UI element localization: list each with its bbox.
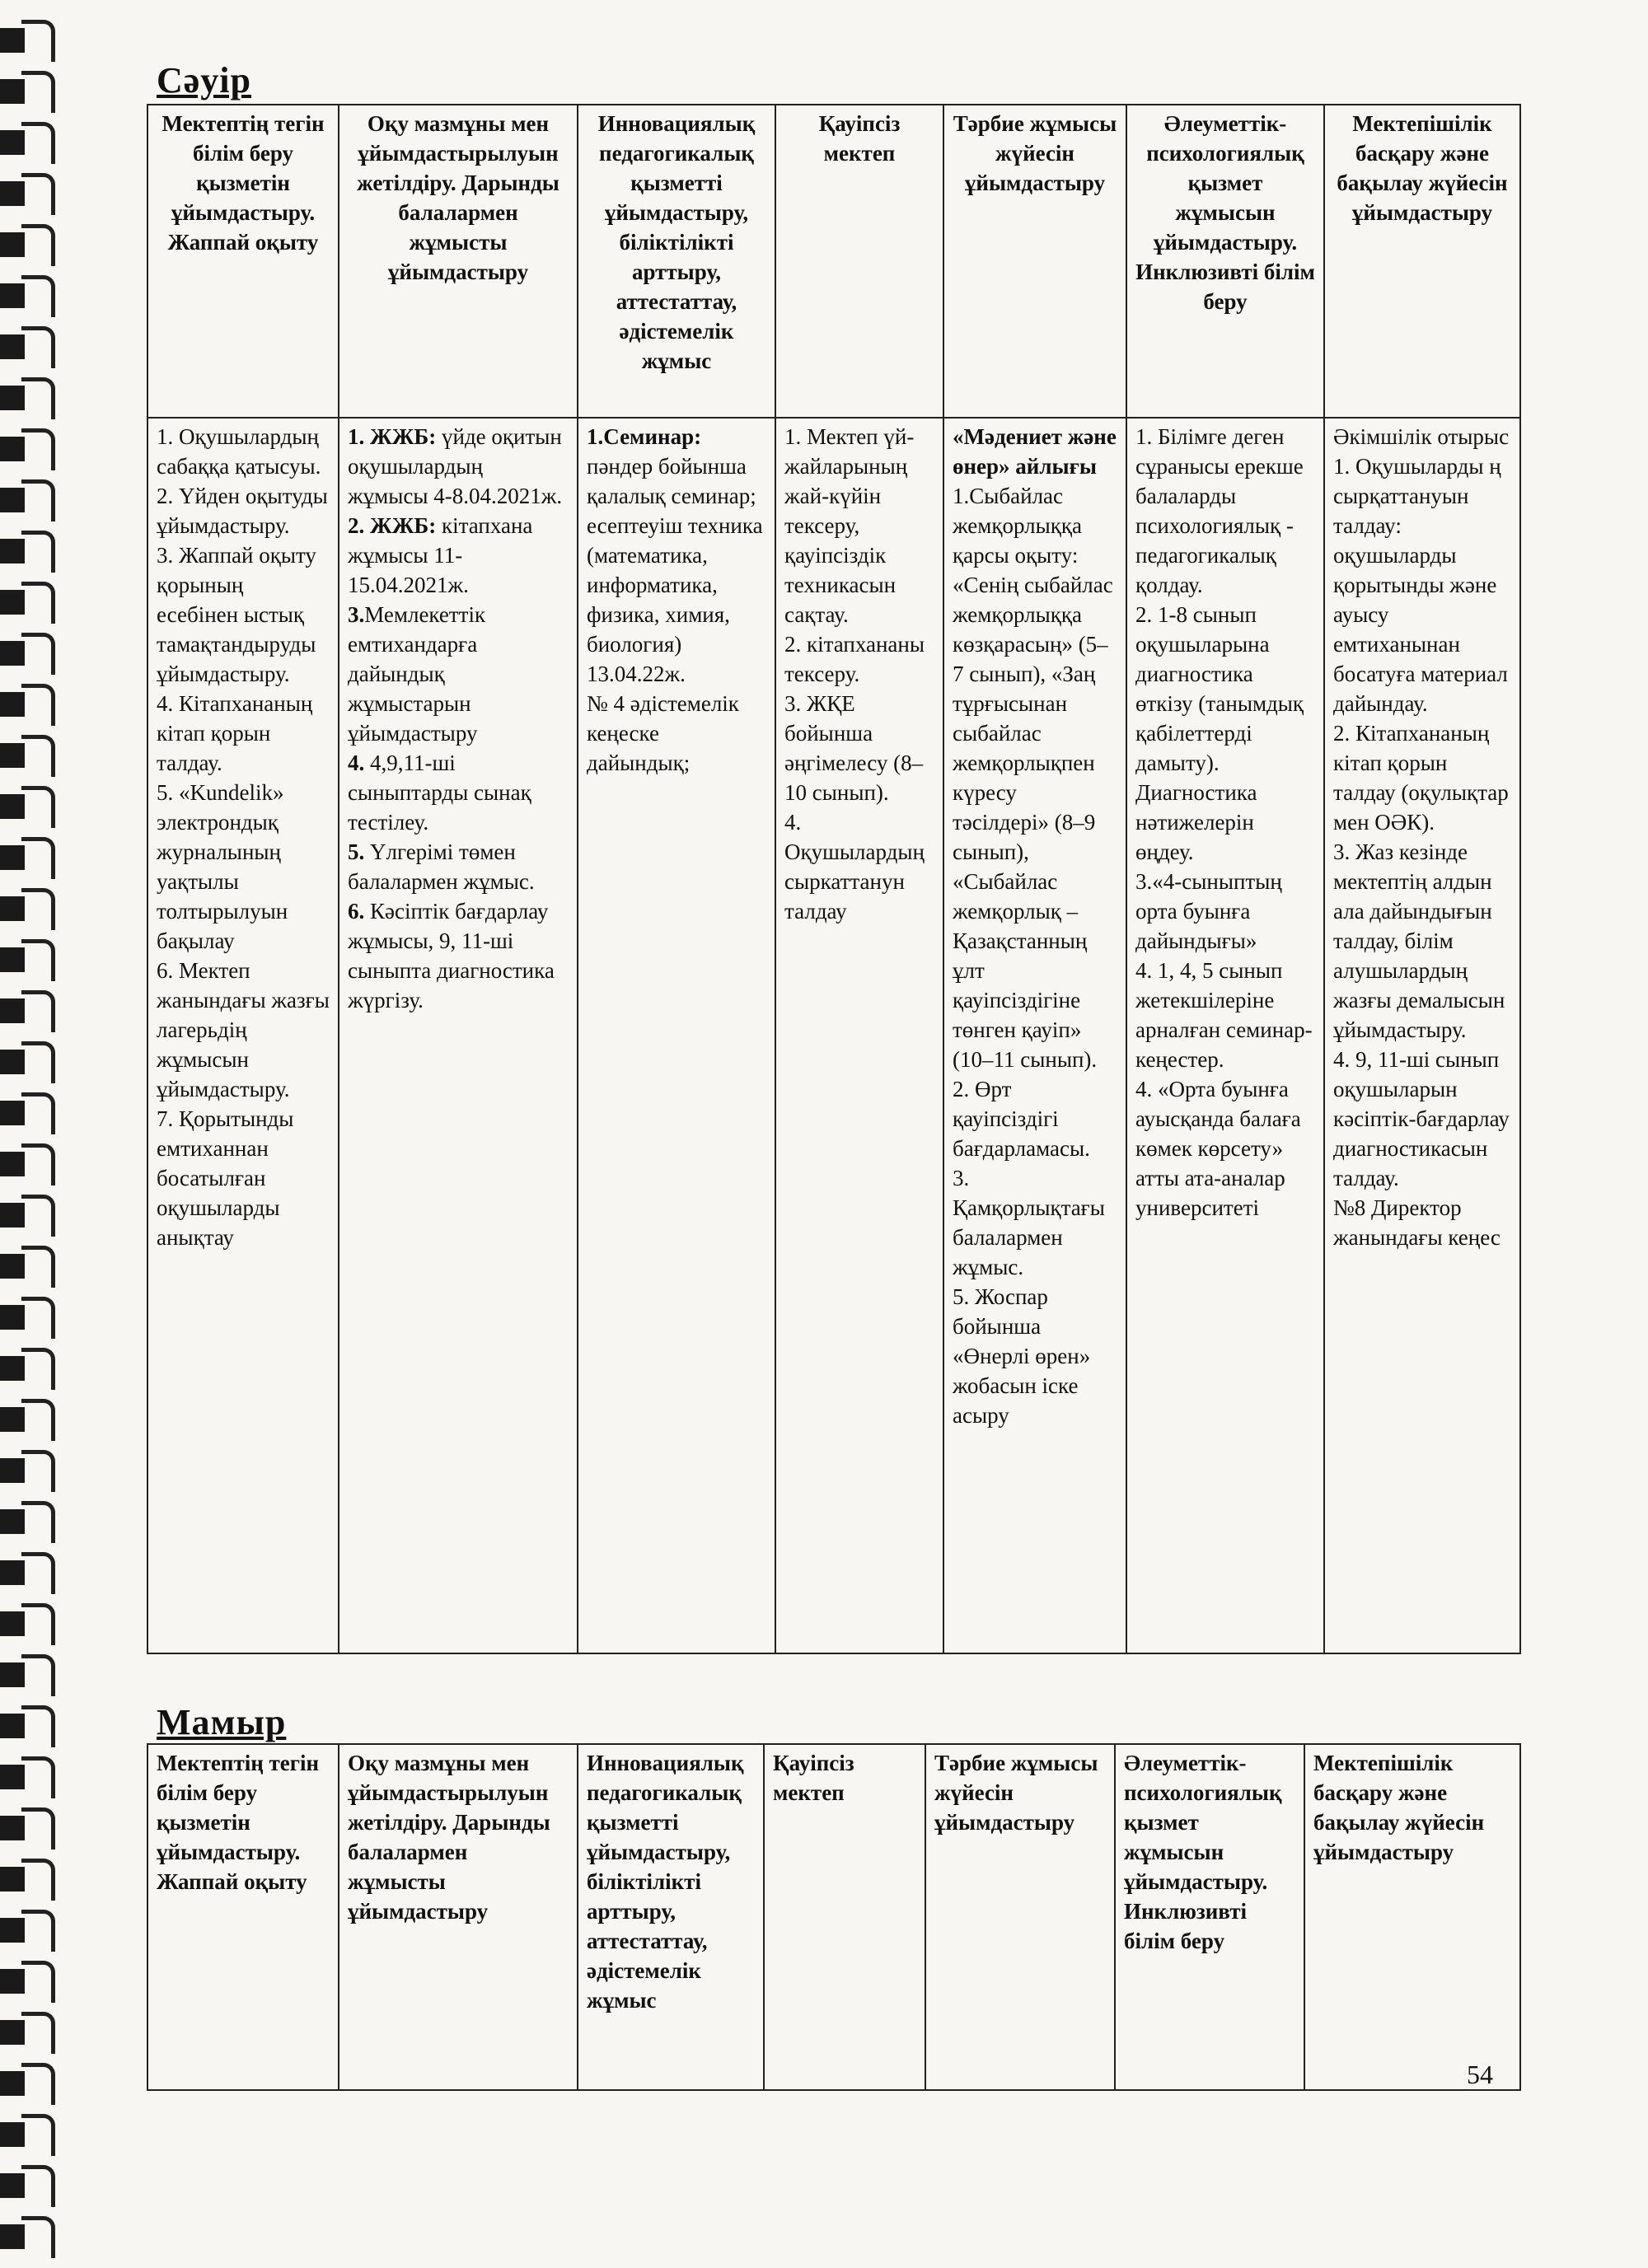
may-header-cell: Қауіпсіз мектеп — [764, 1744, 925, 2090]
plan-item: 3. Жаппай оқыту қорының есебінен ыстық тамақтандыруды ұйымдастыру. — [157, 543, 316, 686]
april-content-cell — [1126, 418, 1324, 1653]
binding-ring — [0, 885, 58, 933]
plan-item: 4. Кітапхананың кітап қорын талдау. — [157, 691, 313, 775]
may-title: Мамыр — [157, 1702, 287, 1742]
plan-item — [348, 837, 569, 896]
plan-item — [587, 422, 766, 689]
may-header-cell: Мектепішілік басқару және бақылау жүйесін ұйымдастыру — [1304, 1744, 1520, 2090]
plan-item: 4. 9, 11-ші сынып оқушыларын кәсіптік-бағдарлау диагностикасын талдау. — [1333, 1047, 1510, 1190]
plan-item-text: Үлгерімі төмен балалармен жұмыс. — [348, 839, 535, 894]
plan-item-text: Мемлекеттік емтихандарға дайындық жұмыстарын ұйымдастыру — [348, 602, 486, 746]
plan-item: 7. Қорытынды емтиханнан босатылған оқушыларды анықтау — [157, 1106, 294, 1250]
plan-item-text: үйде оқитын оқушылардың жұмысы 4-8.04.2021ж. — [348, 424, 563, 508]
plan-item: №8 Директор жанындағы кеңес — [1333, 1195, 1501, 1250]
binding-ring — [0, 1396, 58, 1443]
april-header-row — [147, 105, 1520, 418]
plan-item: 1. Оқушылардың сабаққа қатысуы. — [157, 424, 321, 479]
plan-item — [953, 481, 1117, 1074]
binding-ring — [0, 1498, 58, 1546]
april-content-cell — [147, 418, 339, 1653]
plan-item — [348, 422, 569, 511]
may-header-cell: Оқу мазмұны мен ұйымдастырылуын жетілдіру. Дарынды балалармен жұмысты ұйымдастыру — [339, 1744, 578, 2090]
april-content-cell — [943, 418, 1126, 1653]
binding-ring — [0, 578, 58, 626]
plan-item: Әкімшілік отырыс — [1333, 424, 1510, 449]
april-content-cell — [775, 418, 943, 1653]
binding-ring — [0, 1906, 58, 1954]
binding-ring — [0, 2060, 58, 2107]
binding-ring — [0, 1855, 58, 1903]
plan-item-text: 2. Өрт қауіпсіздігі бағдарламасы. — [953, 1077, 1090, 1161]
plan-item: 4. Оқушылардың сыркаттанун талдау — [784, 810, 925, 924]
plan-item-text: Кәсіптік бағдарлау жұмысы, 9, 11-ші сыныпта диагностика жүргізу. — [348, 899, 555, 1012]
binding-ring — [0, 170, 58, 217]
plan-item: 4. «Орта буынға ауысқанда балаға көмек көрсету» атты ата-аналар университеті — [1135, 1077, 1301, 1220]
plan-item-text: 3. Қамқорлықтағы балалармен жұмыс. — [953, 1166, 1105, 1279]
april-content-cell — [1324, 418, 1520, 1653]
may-header-row — [147, 1744, 1520, 2090]
april-header-cell: Тәрбие жұмысы жүйесін ұйымдастыру — [943, 105, 1126, 418]
plan-item: 2. кітапхананы тексеру. — [784, 632, 925, 686]
binding-ring — [0, 680, 58, 728]
plan-item — [953, 1074, 1117, 1163]
binding-ring — [0, 527, 58, 575]
plan-item — [953, 1163, 1117, 1282]
april-header-cell: Мектепішілік басқару және бақылау жүйесін ұйымдастыру — [1324, 105, 1520, 418]
plan-item — [953, 422, 1117, 481]
may-header-cell: Әлеуметтік-психологиялық қызмет жұмысын ұйымдастыру. Инклюзивті білім беру — [1115, 1744, 1304, 2090]
binding-ring — [0, 68, 58, 115]
plan-item-text: 5. Жоспар бойынша «Өнерлі өрен» жобасын іске асыру — [953, 1284, 1091, 1428]
binding-ring — [0, 1089, 58, 1137]
april-header-cell: Қауіпсіз мектеп — [775, 105, 943, 418]
april-content-cell — [339, 418, 578, 1653]
april-plan-table — [147, 104, 1521, 1654]
binding-ring — [0, 1804, 58, 1852]
plan-item-bold: 6. — [348, 899, 365, 924]
binding-ring — [0, 1447, 58, 1494]
binding-ring — [0, 323, 58, 371]
binding-ring — [0, 1702, 58, 1750]
plan-item — [953, 1282, 1117, 1430]
plan-item: 4. 1, 4, 5 сынып жетекшілеріне арналған семинар-кеңестер. — [1135, 958, 1313, 1072]
plan-item-text: 1.Сыбайлас жемқорлыққа қарсы оқыту: «Сенің сыбайлас жемқорлыққа көзқарасың» (5–7 сынып), «Заң тұрғысынан сыбайлас жемқорлықпен күресу тәсілдері» (8–9 сынып), «Сыбайлас жемқорлық – Қазақстанның ұлт қауіпсіздігіне төнген қауіп» (10–11 сынып). — [953, 484, 1113, 1072]
plan-item-bold: «Мәдениет және өнер» айлығы — [953, 424, 1117, 479]
binding-ring — [0, 16, 58, 64]
binding-ring — [0, 2213, 58, 2261]
plan-item-text: № 4 әдістемелік кеңеске дайындық; — [587, 691, 739, 775]
spiral-binding — [0, 0, 71, 2268]
plan-item: 1. Мектеп үй-жайларының жай-күйін тексеру, қауіпсіздік техникасын сақтау. — [784, 424, 915, 627]
plan-item-bold: 3. — [348, 602, 365, 627]
binding-ring — [0, 1753, 58, 1801]
plan-item-text: 4,9,11-ші сыныптарды сынақ тестілеу. — [348, 751, 531, 835]
plan-item-bold: 1. ЖЖБ: — [348, 424, 437, 449]
binding-ring — [0, 119, 58, 166]
plan-item — [348, 896, 569, 1015]
plan-item-bold: 1.Семинар: — [587, 424, 702, 449]
plan-item: 5. «Kundelik» электрондық журналының уақтылы толтырылуын бақылау — [157, 780, 288, 953]
plan-item: 1. Білімге деген сұранысы ерекше балаларды психологиялық - педагогикалық қолдау. — [1135, 424, 1304, 597]
binding-ring — [0, 2111, 58, 2158]
binding-ring — [0, 2162, 58, 2210]
plan-item-text: пәндер бойынша қалалық семинар; есептеуіш техника (математика, информатика, физика, химия, биология) 13.04.22ж. — [587, 454, 763, 686]
binding-ring — [0, 476, 58, 524]
may-header-cell: Тәрбие жұмысы жүйесін ұйымдастыру — [925, 1744, 1115, 2090]
april-content-row — [147, 418, 1520, 1653]
april-header-cell: Әлеуметтік-психологиялық қызмет жұмысын ұйымдастыру. Инклюзивті білім беру — [1126, 105, 1324, 418]
plan-item: 2. Кітапхананың кітап қорын талдау (оқулықтар мен ОӘК). — [1333, 721, 1509, 835]
binding-ring — [0, 1242, 58, 1290]
binding-ring — [0, 732, 58, 779]
binding-ring — [0, 1957, 58, 2005]
binding-ring — [0, 1140, 58, 1188]
binding-ring — [0, 1191, 58, 1239]
may-header-cell: Мектептің тегін білім беру қызметін ұйымдастыру. Жаппай оқыту — [147, 1744, 339, 2090]
binding-ring — [0, 374, 58, 422]
binding-ring — [0, 1038, 58, 1086]
plan-item: 1. Оқушыларды ң сырқаттануын талдау: оқушыларды қорытынды және ауысу емтиханынан босатуға материал дайындау. — [1333, 454, 1508, 716]
binding-ring — [0, 1549, 58, 1597]
binding-ring — [0, 2008, 58, 2056]
page-number: 54 — [1467, 2060, 1493, 2089]
plan-item — [348, 511, 569, 600]
april-header-cell: Оқу мазмұны мен ұйымдастырылуын жетілдіру. Дарынды балалармен жұмысты ұйымдастыру — [339, 105, 578, 418]
plan-item — [587, 689, 766, 778]
may-header-cell: Инновациялық педагогикалық қызметті ұйымдастыру, біліктілікті арттыру, аттестаттау, әдістемелік жұмыс — [578, 1744, 764, 2090]
plan-item: 2. Үйден оқытуды ұйымдастыру. — [157, 484, 328, 538]
binding-ring — [0, 987, 58, 1035]
binding-ring — [0, 936, 58, 984]
plan-item — [348, 748, 569, 837]
binding-ring — [0, 425, 58, 473]
plan-item: 3. Жаз кезінде мектептің алдын ала дайындығын талдау, білім алушылардың жазғы демалысын ұйымдастыру. — [1333, 839, 1505, 1042]
plan-item: 3.«4-сыныптың орта буынға дайындығы» — [1135, 869, 1282, 953]
may-plan-table — [147, 1743, 1521, 2091]
binding-ring — [0, 272, 58, 320]
april-title: Сәуір — [157, 60, 251, 101]
plan-item — [348, 600, 569, 748]
binding-ring — [0, 1651, 58, 1699]
plan-item-text: кітапхана жұмысы 11-15.04.2021ж. — [348, 513, 533, 597]
binding-ring — [0, 834, 58, 881]
april-header-cell: Мектептің тегін білім беру қызметін ұйымдастыру. Жаппай оқыту — [147, 105, 339, 418]
plan-item-bold: 5. — [348, 839, 365, 864]
binding-ring — [0, 1600, 58, 1648]
plan-item: 3. ЖҚЕ бойынша әңгімелесу (8–10 сынып). — [784, 691, 924, 805]
binding-ring — [0, 1344, 58, 1392]
binding-ring — [0, 1293, 58, 1341]
binding-ring — [0, 783, 58, 830]
plan-item: 6. Мектеп жанындағы жазғы лагерьдің жұмысын ұйымдастыру. — [157, 958, 330, 1101]
april-content-cell — [578, 418, 775, 1653]
april-header-cell: Инновациялық педагогикалық қызметті ұйымдастыру, біліктілікті арттыру, аттестаттау, әдістемелік жұмыс — [578, 105, 775, 418]
binding-ring — [0, 221, 58, 269]
plan-item-bold: 2. ЖЖБ: — [348, 513, 437, 538]
plan-item: 2. 1-8 сынып оқушыларына диагностика өткізу (танымдық қабілеттерді дамыту). Диагностика нәтижелерін өңдеу. — [1135, 602, 1304, 864]
plan-item-bold: 4. — [348, 751, 365, 775]
binding-ring — [0, 629, 58, 677]
